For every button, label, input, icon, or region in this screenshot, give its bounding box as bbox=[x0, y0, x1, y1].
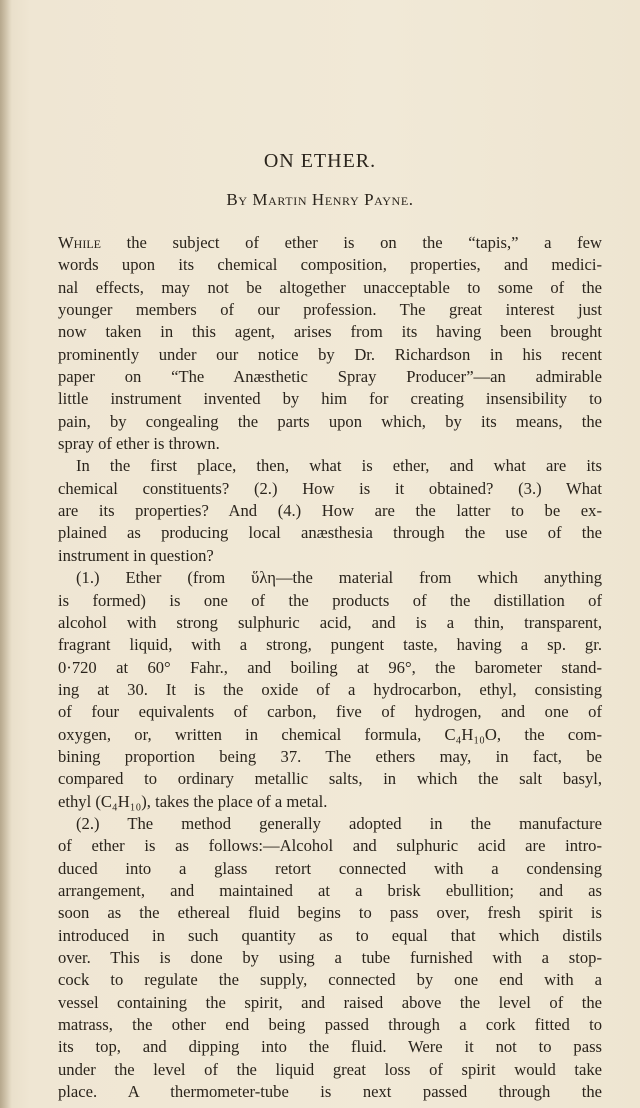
text-line: soon as the ethereal fluid begins to pass over, fresh spirit is bbox=[58, 903, 602, 923]
text-line: fragrant liquid, with a strong, pungent taste, having a sp. gr. bbox=[58, 635, 602, 655]
text-line: place. A thermometer-tube is next passed through the bbox=[58, 1082, 602, 1102]
author-byline: By Martin Henry Payne. bbox=[226, 190, 414, 209]
text-line: its top, and dipping into the fluid. Were it not to pass bbox=[58, 1037, 602, 1057]
text-line: chemical constituents? (2.) How is it obtained? (3.) What bbox=[58, 478, 602, 498]
text-line: over. This is done by using a tube furnished with a stop- bbox=[58, 948, 602, 967]
text-line: prominently under our notice by Dr. Richardson in his recent bbox=[58, 344, 602, 364]
text-line: alcohol with strong sulphuric acid, and is a thin, transparent, bbox=[58, 612, 602, 632]
text-line: paper on “The Anæsthetic Spray Producer”—an admirable bbox=[58, 367, 602, 387]
text-line: (1.) Ether (from ὕλη—the material from which anything bbox=[76, 568, 602, 588]
text-line: arrangement, and maintained at a brisk ebullition; and as bbox=[58, 880, 602, 900]
text-line: of ether is as follows:—Alcohol and sulphuric acid are intro- bbox=[58, 836, 602, 856]
text-line: now taken in this agent, arises from its having been brought bbox=[58, 322, 602, 342]
text-line: bining proportion being 37. The ethers may, in fact, be bbox=[58, 746, 602, 766]
text-line: pain, by congealing the parts upon which, by its means, the bbox=[58, 411, 602, 431]
opening-word: While bbox=[58, 233, 101, 252]
text-line: little instrument invented by him for creating insensibility to bbox=[58, 389, 602, 409]
article-body bbox=[58, 232, 602, 1103]
text-line: In the first place, then, what is ether, and what are its bbox=[76, 456, 602, 476]
text-line: (2.) The method generally adopted in the manufacture bbox=[76, 813, 602, 833]
text-line: instrument in question? bbox=[58, 545, 214, 565]
text-line bbox=[58, 232, 602, 254]
text-line: vessel containing the spirit, and raised above the level of the bbox=[58, 992, 602, 1012]
text-line: ethyl (C₄H₁₀), takes the place of a metal. bbox=[58, 791, 328, 811]
text-line: 0·720 at 60° Fahr., and boiling at 96°, the barometer stand- bbox=[58, 657, 602, 677]
article-title: ON ETHER. bbox=[263, 150, 377, 172]
text-line: younger members of our profession. The great interest just bbox=[58, 300, 602, 320]
text-line: nal effects, may not be altogether unacceptable to some of the bbox=[58, 277, 602, 297]
text-line: compared to ordinary metallic salts, in which the salt basyl, bbox=[58, 769, 602, 789]
text-line: words upon its chemical composition, properties, and medici- bbox=[58, 255, 602, 275]
text-line: ing at 30. It is the oxide of a hydrocarbon, ethyl, consisting bbox=[58, 679, 602, 699]
text-line: oxygen, or, written in chemical formula, C₄H₁₀O, the com- bbox=[58, 724, 602, 744]
text-line: are its properties? And (4.) How are the latter to be ex- bbox=[58, 501, 602, 521]
text-line: under the level of the liquid great loss of spirit would take bbox=[58, 1059, 602, 1079]
text-line: is formed) is one of the products of the distillation of bbox=[58, 590, 602, 610]
text-line: matrass, the other end being passed through a cork fitted to bbox=[58, 1015, 602, 1035]
text-line-content: the subject of ether is on the “tapis,” a few bbox=[100, 233, 602, 252]
text-line: introduced in such quantity as to equal that which distils bbox=[58, 925, 602, 945]
text-line: of four equivalents of carbon, five of hydrogen, and one of bbox=[58, 702, 602, 722]
text-line: spray of ether is thrown. bbox=[58, 434, 220, 454]
text-line: plained as producing local anæsthesia through the use of the bbox=[58, 523, 602, 543]
text-line: duced into a glass retort connected with a condensing bbox=[58, 858, 602, 878]
text-line: cock to regulate the supply, connected by one end with a bbox=[58, 970, 602, 990]
